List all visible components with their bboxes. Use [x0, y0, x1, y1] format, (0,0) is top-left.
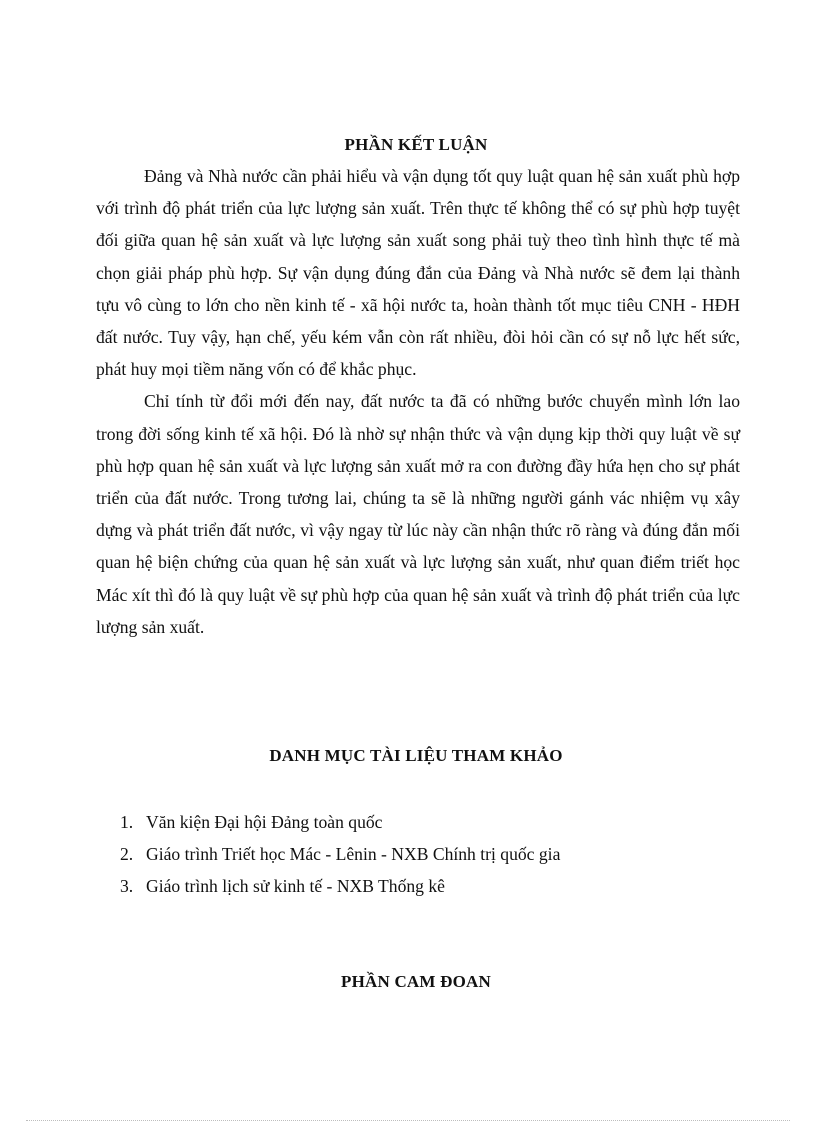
reference-number: 2.	[120, 844, 134, 864]
pledge-heading: PHẦN CAM ĐOAN	[341, 972, 491, 991]
reference-number: 1.	[120, 812, 134, 832]
conclusion-body	[96, 160, 740, 643]
references-list	[120, 806, 740, 902]
reference-item	[120, 838, 740, 870]
reference-text: Giáo trình Triết học Mác - Lênin - NXB Chính trị quốc gia	[146, 844, 561, 864]
conclusion-paragraph-2: Chỉ tính từ đổi mới đến nay, đất nước ta đã có những bước chuyển mình lớn lao trong đời sống kinh tế xã hội. Đó là nhờ sự nhận thức và vận dụng kịp thời quy luật về sự phù hợp quan hệ sản xuất và lực lượng sản xuất mở ra con đường đầy hứa hẹn cho sự phát triển của đất nước. Trong tương lai, chúng ta sẽ là những người gánh vác nhiệm vụ xây dựng và phát triển đất nước, vì vậy ngay từ lúc này cần nhận thức rõ ràng và đúng đắn mối quan hệ biện chứng của quan hệ sản xuất và lực lượng sản xuất, như quan điểm triết học Mác xít thì đó là quy luật về sự phù hợp của quan hệ sản xuất và trình độ phát triển của lực lượng sản xuất.	[96, 391, 740, 637]
reference-text: Văn kiện Đại hội Đảng toàn quốc	[146, 812, 383, 832]
reference-number: 3.	[120, 876, 134, 896]
reference-text: Giáo trình lịch sử kinh tế - NXB Thống kê	[146, 876, 445, 896]
conclusion-paragraph-1: Đảng và Nhà nước cần phải hiểu và vận dụng tốt quy luật quan hệ sản xuất phù hợp với trình độ phát triển của lực lượng sản xuất. Trên thực tế không thể có sự phù hợp tuyệt đối giữa quan hệ sản xuất và lực lượng sản xuất song phải tuỳ theo tình hình thực tế mà chọn giải pháp phù hợp. Sự vận dụng đúng đắn của Đảng và Nhà nước sẽ đem lại thành tựu vô cùng to lớn cho nền kinh tế - xã hội nước ta, hoàn thành tốt mục tiêu CNH - HĐH đất nước. Tuy vậy, hạn chế, yếu kém vẫn còn rất nhiều, đòi hỏi cần có sự nỗ lực hết sức, phát huy mọi tiềm năng vốn có để khắc phục.	[96, 166, 740, 380]
reference-item	[120, 806, 740, 838]
references-heading: DANH MỤC TÀI LIỆU THAM KHẢO	[269, 746, 563, 765]
conclusion-heading: PHẦN KẾT LUẬN	[344, 135, 488, 154]
page-bottom-divider	[26, 1120, 790, 1121]
reference-item	[120, 870, 740, 902]
